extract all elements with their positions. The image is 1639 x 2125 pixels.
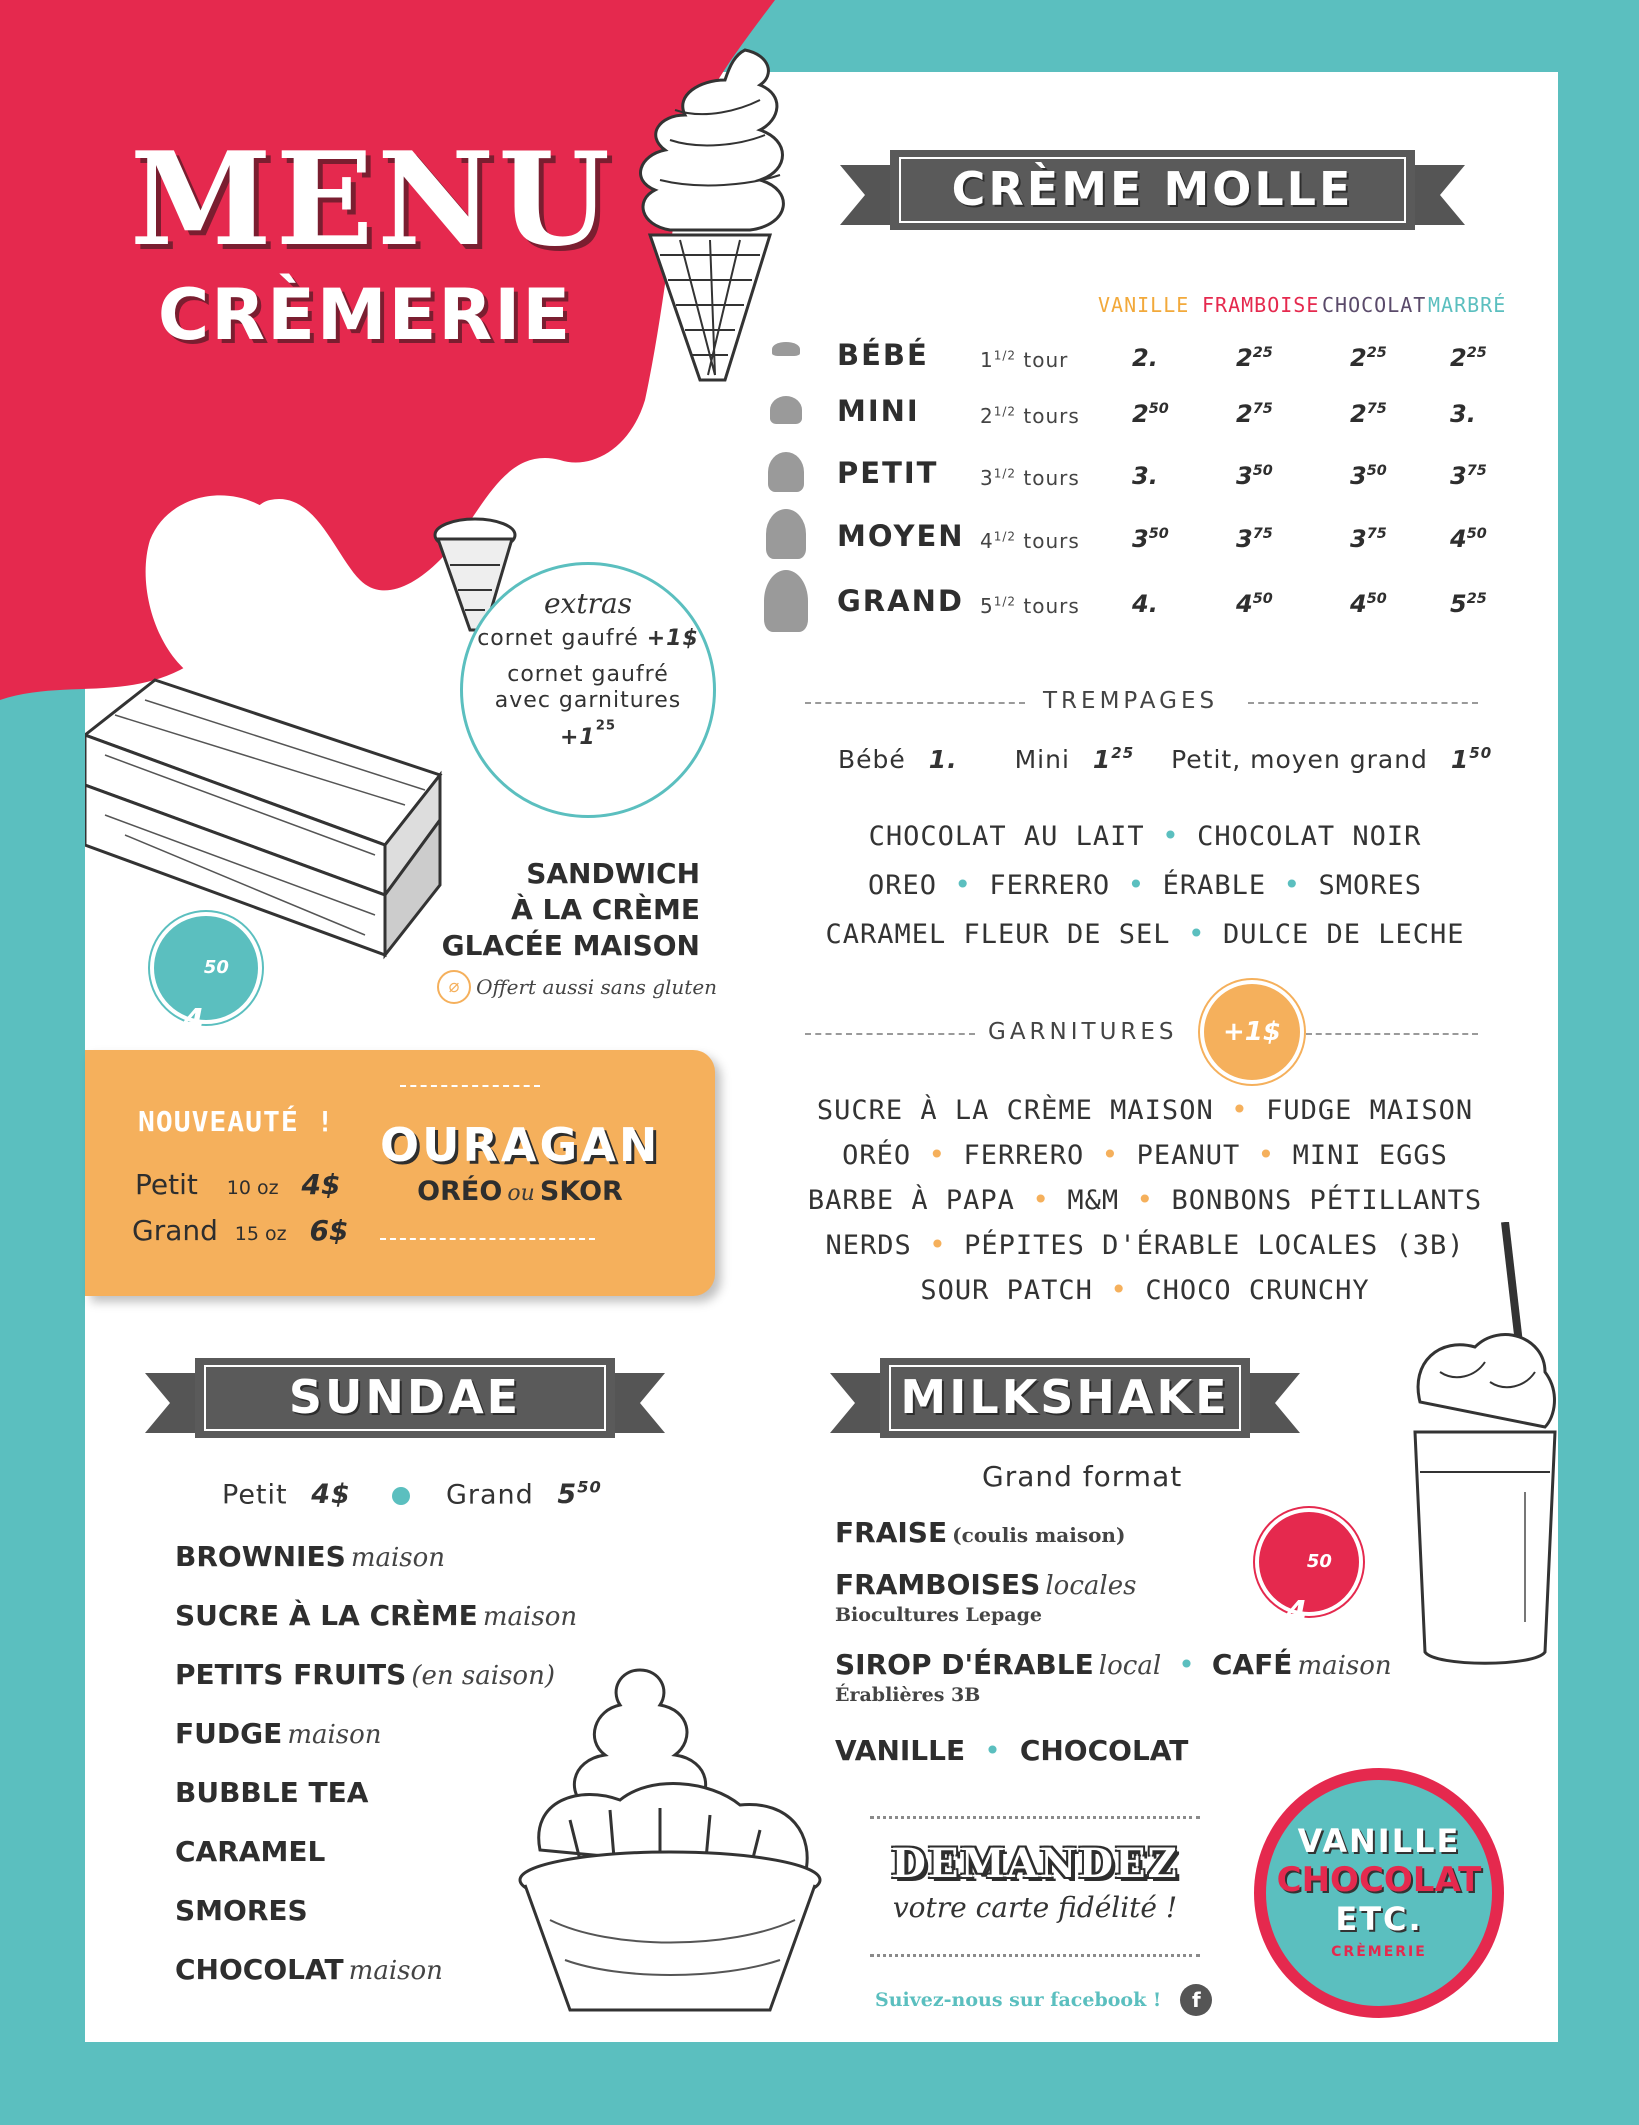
milkshake-title: MILKSHAKE [900, 1370, 1230, 1424]
fidelite-block [860, 1840, 1210, 1924]
logo-line3: ETC. [1335, 1900, 1423, 1938]
extras-title: extras [543, 587, 633, 620]
sundae-price-dot [392, 1487, 410, 1505]
milkshake-glass-illustration [1395, 1222, 1565, 1672]
logo-line4: CRÈMERIE [1331, 1944, 1427, 1960]
soft-serve-mini-icon [770, 396, 802, 424]
sundae-prices: Petit 4$ Grand $5^{50}$ [222, 1478, 602, 1511]
extras-circle [460, 562, 716, 818]
sundae-item: BUBBLE TEA [175, 1776, 369, 1809]
sundae-item: PETITS FRUITS (en saison) [175, 1658, 555, 1691]
trempages-dash-left [805, 702, 1025, 704]
milkshake-item-sirop-cafe: SIROP D'ÉRABLE local • CAFÉ maison [835, 1648, 1392, 1681]
ouragan-grand-row: Grand 15 oz 6$ [132, 1214, 349, 1247]
ouragan-petit-row: Petit 10 oz 4$ [135, 1168, 341, 1201]
ouragan-top-dashes [400, 1085, 540, 1087]
milkshake-sirop-source: Érablières 3B [835, 1684, 981, 1706]
milkshake-framboises-source: Biocultures Lepage [835, 1604, 1042, 1626]
facebook-link[interactable]: Suivez-nous sur facebook ! [875, 1989, 1162, 2011]
menu-title: MENU [130, 125, 614, 275]
sundae-item: FUDGE maison [175, 1717, 382, 1750]
sandwich-price-badge: $4^{50}$ [150, 912, 262, 1024]
ice-cream-sandwich-illustration [85, 675, 450, 975]
sundae-item: SUCRE À LA CRÈME maison [175, 1599, 578, 1632]
flavor-marbre: MARBRÉ [1428, 293, 1507, 317]
garniture-line-5: SOUR PATCH • CHOCO CRUNCHY [920, 1273, 1370, 1306]
logo-line2: CHOCOLAT [1276, 1860, 1482, 1900]
garniture-line-1: SUCRE À LA CRÈME MAISON • FUDGE MAISON [816, 1093, 1474, 1126]
extras-item1: cornet gaufré +1$ [477, 626, 699, 651]
logo-line1: VANILLE [1297, 1822, 1461, 1860]
fidelite-dots-bottom [870, 1954, 1200, 1957]
sundae-item: BROWNIES maison [175, 1540, 446, 1573]
garnitures-list [800, 1088, 1490, 1313]
trempages-title: TREMPAGES [1043, 688, 1219, 714]
size-row-bebe: BÉBÉ $1^{1/2}$ tour 2. $2^{25}$ $2^{25}$ $2^{25}$ [760, 330, 1520, 380]
sundae-title: SUNDAE [288, 1370, 522, 1424]
garnitures-title: GARNITURES [988, 1019, 1178, 1045]
flavor-framboise: FRAMBOISE [1202, 293, 1320, 317]
garniture-line-4: NERDS • PÉPITES D'ÉRABLE LOCALES (3B) [825, 1228, 1465, 1261]
trempages-prices: Bébé 1. Mini $1^{25}$ Petit, moyen grand $1^{50}$ [838, 744, 1493, 774]
ouragan-title: OURAGAN [380, 1118, 661, 1172]
brand-logo [1254, 1768, 1504, 2018]
garnitures-badge: +1$ [1200, 980, 1304, 1084]
milkshake-item-vanille-chocolat: VANILLE • CHOCOLAT [835, 1734, 1189, 1767]
sandwich-label: SANDWICH À LA CRÈME GLACÉE MAISON [441, 857, 700, 962]
sundae-item: SMORES [175, 1894, 308, 1927]
trempages-dash-right [1248, 702, 1478, 704]
facebook-row[interactable] [875, 1984, 1212, 2016]
trempage-line-3: CARAMEL FLEUR DE SEL • DULCE DE LECHE [825, 917, 1465, 950]
garnitures-dash-right [1306, 1033, 1478, 1035]
trempages-list [805, 812, 1485, 959]
garniture-line-2: ORÉO • FERRERO • PEANUT • MINI EGGS [842, 1138, 1448, 1171]
milkshake-price-badge: $4^{50}$ [1255, 1508, 1363, 1616]
sundae-item: CARAMEL [175, 1835, 326, 1868]
soft-serve-grand-icon [764, 570, 808, 632]
garnitures-dash-left [805, 1033, 975, 1035]
ouragan-title-block [380, 1118, 660, 1207]
fidelite-sub: votre carte fidélité ! [892, 1891, 1178, 1924]
fidelite-title: DEMANDEZ [891, 1840, 1179, 1887]
gluten-free-note: ⌀ Offert aussi sans gluten [437, 970, 717, 1004]
extras-item2: cornet gaufré avec garnitures $+1^{25}$ [494, 662, 682, 751]
sundae-cup-illustration [510, 1660, 830, 2020]
ouragan-subtitle: ORÉO ou SKOR [417, 1176, 623, 1207]
header-block [130, 125, 614, 360]
milkshake-item-fraise: FRAISE (coulis maison) [835, 1516, 1126, 1549]
gluten-free-icon: ⌀ [437, 970, 471, 1004]
cremerie-subtitle: CRÈMERIE [157, 274, 573, 356]
size-row-mini: MINI $2^{1/2}$ tours $2^{50}$ $2^{75}$ $2^{75}$ 3. [760, 390, 1520, 440]
milkshake-format: Grand format [982, 1460, 1183, 1493]
creme-molle-title: CRÈME MOLLE [951, 162, 1354, 216]
flavor-chocolat: CHOCOLAT [1322, 293, 1427, 317]
ouragan-bottom-dashes [380, 1238, 595, 1240]
nouveaute-label: NOUVEAUTÉ ! [138, 1105, 335, 1138]
sundae-item: CHOCOLAT maison [175, 1953, 443, 1986]
soft-serve-moyen-icon [766, 509, 806, 559]
flavor-vanille: VANILLE [1098, 293, 1190, 317]
garniture-line-3: BARBE À PAPA • M&M • BONBONS PÉTILLANTS [807, 1183, 1483, 1216]
milkshake-item-framboises: FRAMBOISES locales [835, 1568, 1137, 1601]
soft-serve-small-icon [772, 342, 800, 356]
fidelite-dots-top [870, 1816, 1200, 1819]
size-row-petit: PETIT $3^{1/2}$ tours 3. $3^{50}$ $3^{50}$ $3^{75}$ [760, 452, 1520, 502]
soft-serve-petit-icon [768, 452, 804, 492]
size-row-moyen: MOYEN $4^{1/2}$ tours $3^{50}$ $3^{75}$ $3^{75}$ $4^{50}$ [760, 515, 1520, 571]
trempage-line-2: OREO • FERRERO • ÉRABLE • SMORES [867, 868, 1423, 901]
trempage-line-1: CHOCOLAT AU LAIT • CHOCOLAT NOIR [868, 819, 1422, 852]
facebook-icon[interactable]: f [1180, 1984, 1212, 2016]
size-row-grand: GRAND $5^{1/2}$ tours 4. $4^{50}$ $4^{50}$ $5^{25}$ [760, 580, 1520, 636]
